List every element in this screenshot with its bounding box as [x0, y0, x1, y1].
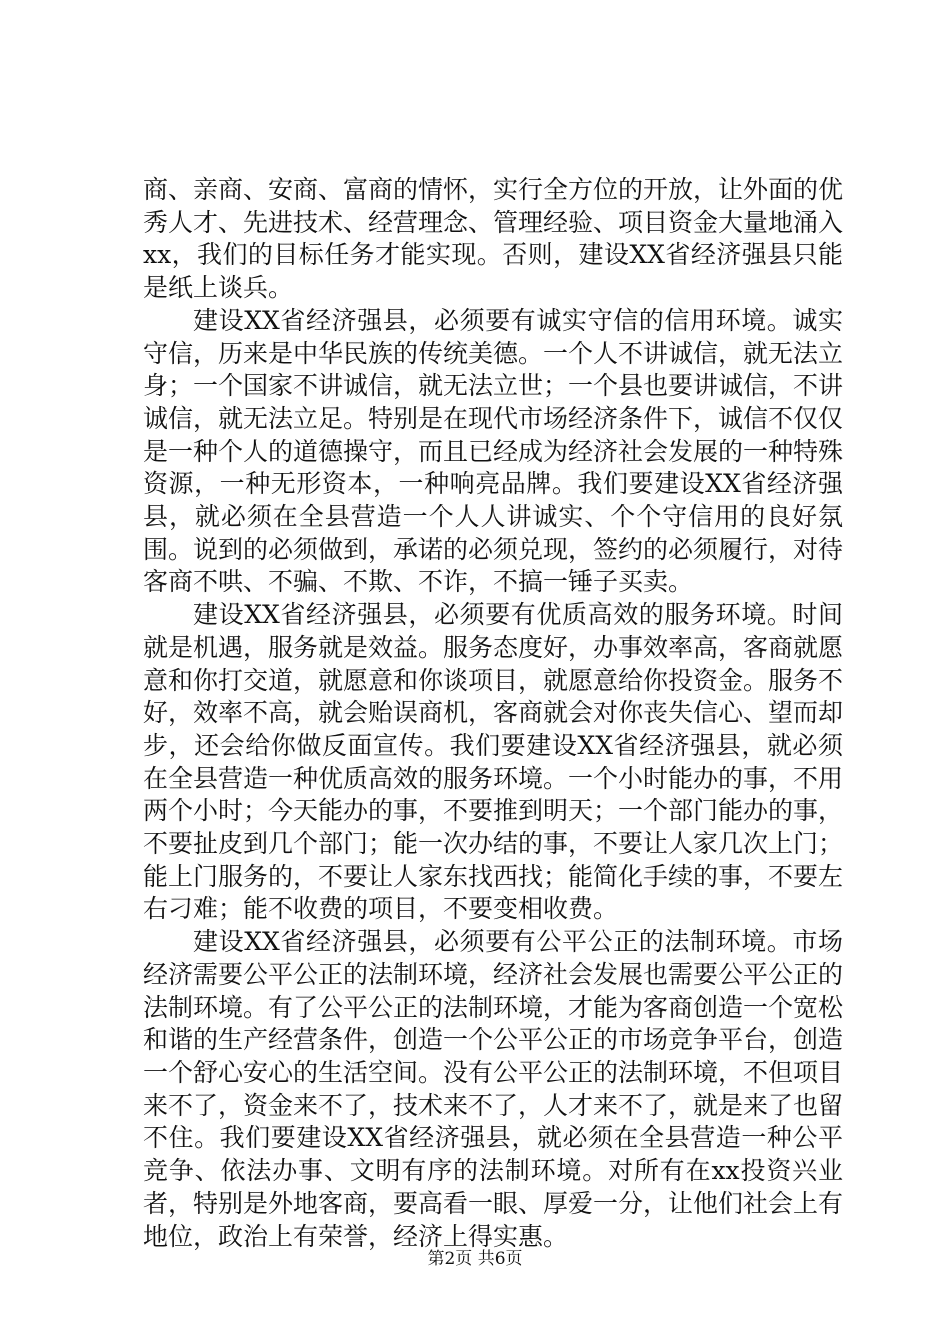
paragraph-service-environment: 建设XX省经济强县，必须要有优质高效的服务环境。时间就是机遇，服务就是效益。服务态度好，办事效率高，客商就愿意和你打交道，就愿意和你谈项目，就愿意给你投资金。服务不好，效率不高，就会贻误商机，客商就会对你丧失信心、望而却步，还会给你做反面宣传。我们要建设XX省经济强县，就必须在全县营造一种优质高效的服务环境。一个小时能办的事，不用两个小时；今天能办的事，不要推到明天；一个部门能办的事，不要扯皮到几个部门；能一次办结的事，不要让人家几次上门；能上门服务的，不要让人家东找西找；能简化手续的事，不要左右刁难；能不收费的项目，不要变相收费。 — [143, 600, 844, 924]
page-number: 第2页 共6页 — [427, 1249, 523, 1269]
paragraph-legal-environment: 建设XX省经济强县，必须要有公平公正的法制环境。市场经济需要公平公正的法制环境，经济社会发展也需要公平公正的法制环境。有了公平公正的法制环境，才能为客商创造一个宽松和谐的生产经营条件，创造一个公平公正的市场竞争平台，创造一个舒心安心的生活空间。没有公平公正的法制环境，不但项目来不了，资金来不了，技术来不了，人才来不了，就是来了也留不住。我们要建设XX省经济强县，就必须在全县营造一种公平竞争、依法办事、文明有序的法制环境。对所有在xx投资兴业者，特别是外地客商，要高看一眼、厚爱一分，让他们社会上有地位，政治上有荣誉，经济上得实惠。 — [143, 927, 844, 1251]
body-text — [143, 174, 843, 1253]
paragraph-credit-environment: 建设XX省经济强县，必须要有诚实守信的信用环境。诚实守信，历来是中华民族的传统美德。一个人不讲诚信，就无法立身；一个国家不讲诚信，就无法立世；一个县也要讲诚信，不讲诚信，就无法立足。特别是在现代市场经济条件下，诚信不仅仅是一种个人的道德操守，而且已经成为经济社会发展的一种特殊资源，一种无形资本，一种响亮品牌。我们要建设XX省经济强县，就必须在全县营造一个人人讲诚实、个个守信用的良好氛围。说到的必须做到，承诺的必须兑现，签约的必须履行，对待客商不哄、不骗、不欺、不诈，不搞一锤子买卖。 — [143, 305, 844, 597]
paragraph-continuation: 商、亲商、安商、富商的情怀，实行全方位的开放，让外面的优秀人才、先进技术、经营理念、管理经验、项目资金大量地涌入xx，我们的目标任务才能实现。否则，建设XX省经济强县只能是纸上谈兵。 — [143, 175, 844, 303]
